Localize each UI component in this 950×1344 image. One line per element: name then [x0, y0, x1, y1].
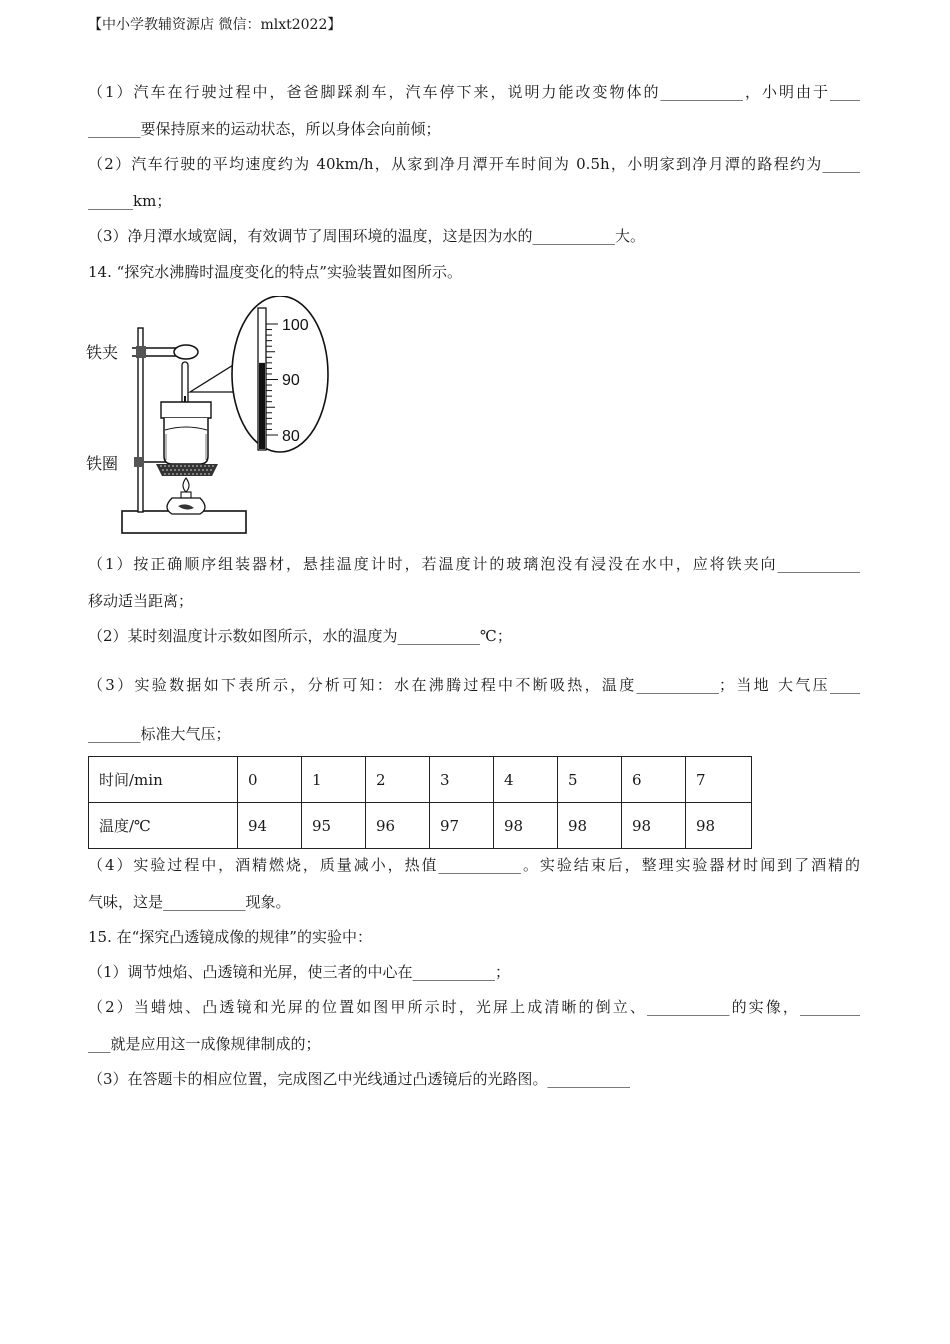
- table-cell: 7: [686, 757, 752, 803]
- q13-part1-line2: _______要保持原来的运动状态，所以身体会向前倾；: [88, 120, 441, 138]
- data-table: [88, 756, 752, 849]
- scale-label-80: 80: [282, 428, 300, 445]
- q13-part1-line1: （1）汽车在行驶过程中，爸爸脚踩刹车，汽车停下来，说明力能改变物体的___________，小明由于____: [88, 83, 860, 101]
- table-cell: 2: [366, 757, 430, 803]
- table-cell: 95: [302, 803, 366, 849]
- apparatus-figure: [86, 296, 332, 542]
- label-iron-clamp: 铁夹: [86, 343, 119, 362]
- q13-part2-line2: ______km；: [88, 192, 172, 210]
- callout-pointer: [190, 362, 238, 392]
- page-header: 【中小学教辅资源店 微信：mlxt2022】: [88, 17, 342, 33]
- table-cell: 94: [238, 803, 302, 849]
- burner-wick-holder: [181, 492, 191, 498]
- q14-part2: （2）某时刻温度计示数如图所示，水的温度为___________℃；: [88, 627, 512, 645]
- table-cell: 98: [494, 803, 558, 849]
- q14-part4-line2: 气味，这是___________现象。: [88, 893, 291, 911]
- q15-title: 15. 在“探究凸透镜成像的规律”的实验中：: [88, 928, 372, 946]
- q14-title: 14. “探究水沸腾时温度变化的特点”实验装置如图所示。: [88, 263, 462, 281]
- table-cell: 98: [686, 803, 752, 849]
- label-iron-ring: 铁圈: [86, 454, 119, 473]
- q13-part2-line1: （2）汽车行驶的平均速度约为 40km/h，从家到净月潭开车时间为 0.5h，小明家到净月潭的路程约为_____: [88, 155, 860, 173]
- table-cell: 98: [622, 803, 686, 849]
- q14-part1-line2: 移动适当距离；: [88, 592, 194, 610]
- table-cell: 96: [366, 803, 430, 849]
- q14-part3-line1: （3）实验数据如下表所示，分析可知：水在沸腾过程中不断吸热，温度___________；当地 大气压____: [88, 676, 860, 694]
- mercury-column: [259, 363, 265, 449]
- table-cell: 4: [494, 757, 558, 803]
- q15-part3: （3）在答题卡的相应位置，完成图乙中光线通过凸透镜后的光路图。___________: [88, 1070, 631, 1088]
- table-row-temp: [89, 803, 752, 849]
- q14-part3-line2: _______标准大气压；: [88, 725, 231, 743]
- flame: [183, 478, 189, 492]
- table-cell: 6: [622, 757, 686, 803]
- scale-label-100: 100: [282, 317, 309, 334]
- table-cell: 温度/℃: [89, 803, 238, 849]
- q14-part4-line1: （4）实验过程中，酒精燃烧，质量减小，热值___________。实验结束后，整理实验器材时闻到了酒精的: [88, 856, 860, 874]
- table-cell: 98: [558, 803, 622, 849]
- clamp-boss: [136, 346, 146, 358]
- clamp-jaw: [174, 345, 198, 359]
- table-cell: 3: [430, 757, 494, 803]
- table-cell: 0: [238, 757, 302, 803]
- ring-boss: [134, 457, 144, 467]
- beaker: [164, 418, 208, 464]
- table-cell: 1: [302, 757, 366, 803]
- table-cell: 97: [430, 803, 494, 849]
- scale-label-90: 90: [282, 372, 300, 389]
- table-cell: 5: [558, 757, 622, 803]
- q14-part1-line1: （1）按正确顺序组装器材，悬挂温度计时，若温度计的玻璃泡没有浸没在水中，应将铁夹向___________: [88, 555, 860, 573]
- beaker-lid: [161, 402, 211, 418]
- q15-part2-line2: ___就是应用这一成像规律制成的；: [88, 1035, 321, 1053]
- table-cell: 时间/min: [89, 757, 238, 803]
- q13-part3: （3）净月潭水域宽阔，有效调节了周围环境的温度，这是因为水的___________大。: [88, 227, 646, 245]
- q15-part1: （1）调节烛焰、凸透镜和光屏，使三者的中心在___________；: [88, 963, 511, 981]
- q15-part2-line1: （2）当蜡烛、凸透镜和光屏的位置如图甲所示时，光屏上成清晰的倒立、___________的实像，________: [88, 998, 860, 1016]
- table-row-time: [89, 757, 752, 803]
- boiling-apparatus-diagram: [86, 296, 332, 542]
